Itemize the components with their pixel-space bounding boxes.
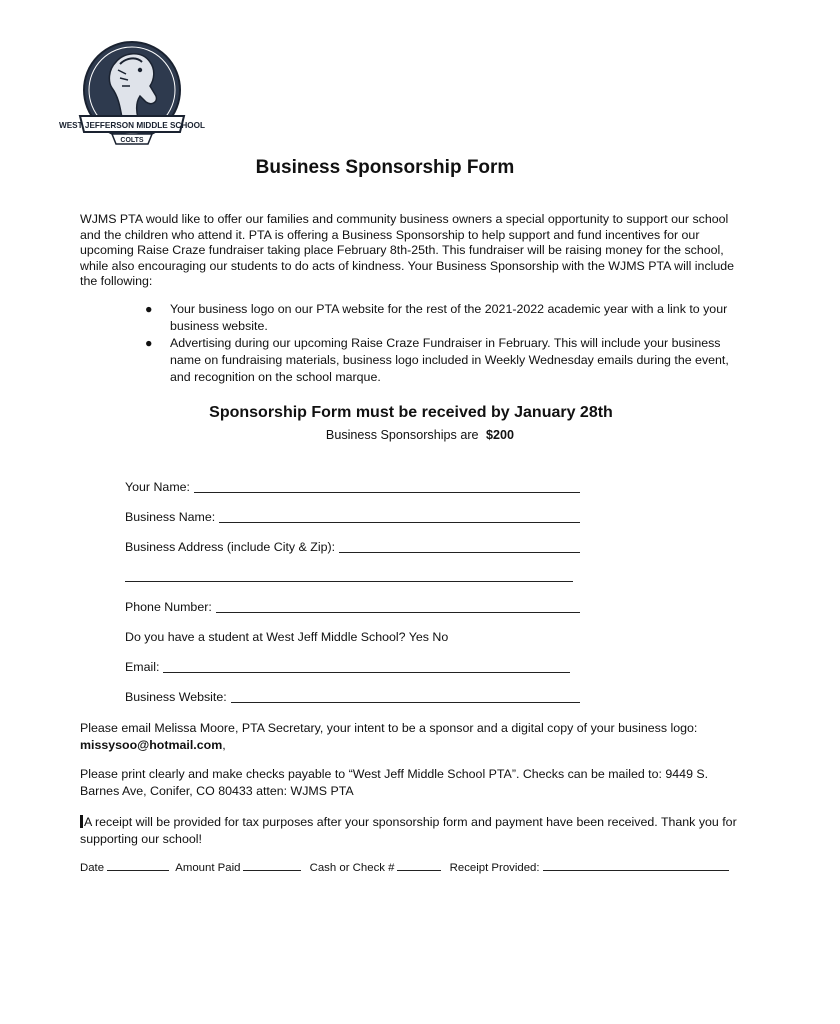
date-label: Date — [80, 862, 105, 874]
business-name-field[interactable] — [125, 510, 580, 524]
logo-colts-text: COLTS — [120, 137, 144, 144]
receipt-note-text: A receipt will be provided for tax purposes after your sponsorship form and payment have been received. Thank you for supporting our school! — [80, 815, 737, 846]
list-item — [145, 301, 740, 335]
phone-label: Phone Number: — [125, 600, 212, 614]
email-suffix: , — [222, 738, 226, 752]
deadline-heading: Sponsorship Form must be received by January 28th — [209, 404, 613, 421]
bullet-icon: ● — [145, 302, 153, 316]
email-input-line[interactable] — [163, 660, 570, 673]
your-name-field[interactable] — [125, 480, 580, 494]
logo-banner-text: WEST JEFFERSON MIDDLE SCHOOL — [58, 121, 206, 130]
amount-paid-line[interactable] — [243, 860, 301, 871]
your-name-label: Your Name: — [125, 480, 190, 494]
email-instructions-text: Please email Melissa Moore, PTA Secretary, your intent to be a sponsor and a digital copy of your business logo: — [80, 721, 698, 735]
school-logo — [58, 40, 206, 152]
business-address-continuation-line[interactable] — [125, 581, 573, 582]
business-name-label: Business Name: — [125, 510, 216, 524]
receipt-note — [80, 814, 740, 848]
benefit-text: Advertising during our upcoming Raise Craze Fundraiser in February. This will include your business name on fundraising materials, business logo included in Weekly Wednesday emails during the event, and recognition on the school marque. — [170, 336, 729, 384]
business-address-input-line[interactable] — [339, 540, 580, 553]
amount-paid-label: Amount Paid — [175, 862, 241, 874]
receipt-provided-label: Receipt Provided: — [449, 862, 540, 874]
phone-field[interactable] — [125, 600, 580, 614]
cash-or-check-label: Cash or Check # — [309, 862, 395, 874]
business-address-field[interactable] — [125, 540, 580, 554]
text-cursor — [80, 815, 83, 828]
date-line[interactable] — [107, 860, 169, 871]
price-line — [0, 428, 840, 442]
cash-or-check-line[interactable] — [397, 860, 441, 871]
intro-paragraph: WJMS PTA would like to offer our families and community business owners a special opportunity to support our school and the children who attend it. PTA is offering a Business Sponsorship to help support and fund incentives for our upcoming Raise Craze fundraiser taking place February 8th-25th. This fundraiser will be raising money for the school, while also encouraging our students to do acts of kindness. Your Business Sponsorship with the WJMS PTA will include the following: — [80, 212, 735, 289]
business-name-input-line[interactable] — [219, 510, 580, 523]
website-field[interactable] — [125, 690, 580, 704]
email-field[interactable] — [125, 660, 570, 674]
contact-email: missysoo@hotmail.com — [80, 738, 223, 752]
email-label: Email: — [125, 660, 160, 674]
office-use-row — [80, 860, 730, 874]
student-question — [125, 630, 580, 644]
business-address-label: Business Address (include City & Zip): — [125, 540, 336, 554]
email-instructions — [80, 720, 740, 754]
your-name-input-line[interactable] — [194, 480, 580, 493]
list-item — [145, 335, 740, 386]
form-title: Business Sponsorship Form — [255, 157, 515, 178]
checks-instructions: Please print clearly and make checks payable to “West Jeff Middle School PTA”. Checks can be mailed to: 9449 S. Barnes Ave, Conifer, CO 80433 atten: WJMS PTA — [80, 767, 709, 798]
bullet-icon: ● — [145, 336, 153, 350]
receipt-provided-line[interactable] — [543, 860, 729, 871]
benefits-list — [145, 301, 740, 386]
phone-input-line[interactable] — [216, 600, 580, 613]
price-value: $200 — [486, 428, 515, 442]
website-label: Business Website: — [125, 690, 227, 704]
benefit-text: Your business logo on our PTA website for the rest of the 2021-2022 academic year with a link to your business website. — [170, 302, 728, 333]
website-input-line[interactable] — [231, 690, 580, 703]
price-label: Business Sponsorships are — [325, 428, 479, 442]
student-question-text: Do you have a student at West Jeff Middle School? Yes No — [125, 630, 449, 644]
